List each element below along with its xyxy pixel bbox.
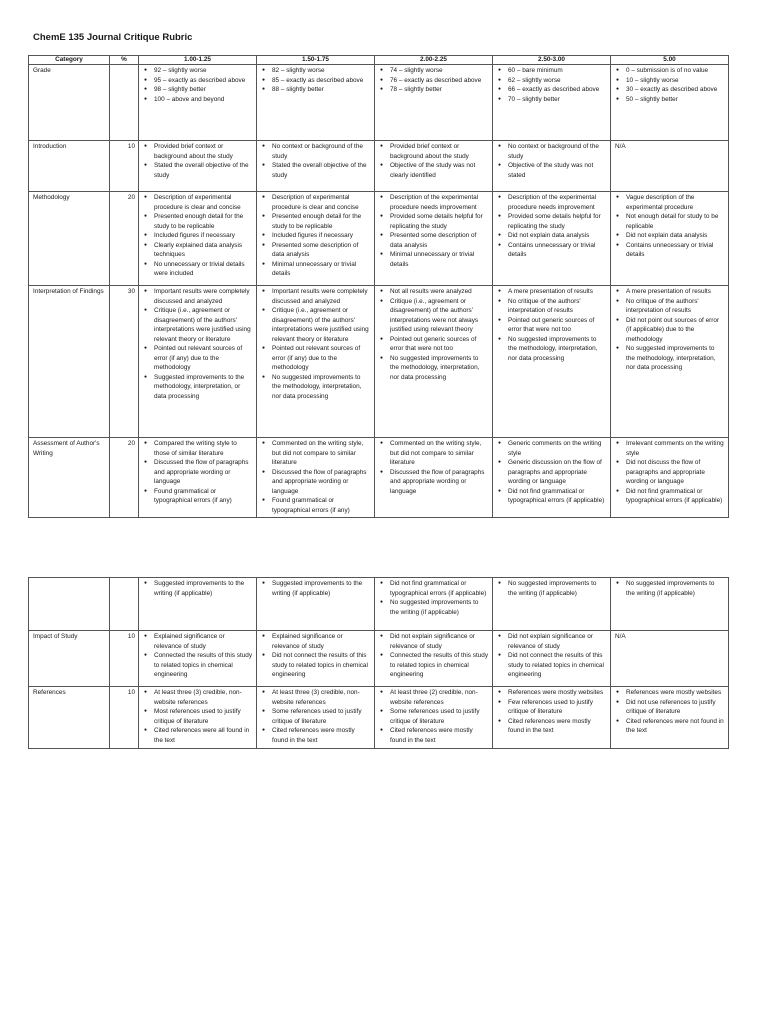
criteria-item: ● 82 – slightly worse: [261, 66, 371, 76]
criteria-item: ● Connected the results of this study to related topics in chemical engineering: [143, 651, 253, 680]
criteria-cell-grade-3: [375, 578, 493, 631]
header-percent: %: [110, 56, 139, 65]
criteria-cell-grade-2: [257, 578, 375, 631]
criteria-item: ● Did not explain significance or relevance of study: [379, 632, 489, 651]
criteria-cell-grade-5: [611, 286, 729, 438]
criteria-item: ● Cited references were mostly found in the text: [379, 726, 489, 745]
criteria-list: [497, 688, 607, 736]
criteria-item: ● Pointed out relevant sources of error (if any) due to the methodology: [143, 344, 253, 373]
criteria-cell-grade-4: [493, 438, 611, 518]
rubric-table-page-2: [28, 577, 729, 749]
criteria-item: ● No suggested improvements to the writing (if applicable): [615, 579, 725, 598]
criteria-list: [143, 287, 253, 401]
criteria-list: [261, 579, 371, 598]
category-cell: Grade: [29, 65, 110, 141]
criteria-item: ● 70 – slightly better: [497, 95, 607, 105]
criteria-item: ● 30 – exactly as described above: [615, 85, 725, 95]
criteria-item: ● 100 – above and beyond: [143, 95, 253, 105]
criteria-cell-grade-5: [611, 65, 729, 141]
percent-cell: 10: [110, 141, 139, 192]
criteria-item: ● Discussed the flow of paragraphs and appropriate wording or language: [379, 468, 489, 497]
criteria-item: ● Contains unnecessary or trivial details: [497, 241, 607, 260]
criteria-item: ● Explained significance or relevance of study: [261, 632, 371, 651]
criteria-item: ● Discussed the flow of paragraphs and appropriate wording or language: [143, 458, 253, 487]
criteria-item: ● A mere presentation of results: [497, 287, 607, 297]
rubric-row-references: [29, 687, 729, 749]
criteria-cell-grade-1: [139, 141, 257, 192]
criteria-item: ● Description of the experimental procedure needs improvement: [497, 193, 607, 212]
criteria-list: [379, 632, 489, 680]
criteria-item: ● Critique (i.e., agreement or disagreement) of the authors' interpretations were justified using relevant theory or literature: [143, 306, 253, 344]
criteria-cell-grade-4: [493, 631, 611, 687]
criteria-item: ● 62 – slightly worse: [497, 76, 607, 86]
criteria-cell-grade-1: [139, 65, 257, 141]
criteria-item: ● Most references used to justify critique of literature: [143, 707, 253, 726]
criteria-item: ● Description of the experimental procedure needs improvement: [379, 193, 489, 212]
percent-cell: 20: [110, 192, 139, 286]
criteria-list: [379, 66, 489, 95]
criteria-item: ● References were mostly websites: [615, 688, 725, 698]
criteria-item: ● Some references used to justify critique of literature: [261, 707, 371, 726]
criteria-item: ● No critique of the authors' interpretation of results: [615, 297, 725, 316]
criteria-list: [615, 66, 725, 104]
criteria-list: [261, 66, 371, 95]
criteria-item: ● Did not find grammatical or typographical errors (if applicable): [615, 487, 725, 506]
criteria-item: ● 74 – slightly worse: [379, 66, 489, 76]
document-title: ChemE 135 Journal Critique Rubric: [33, 32, 193, 43]
rubric-row-methodology: [29, 192, 729, 286]
criteria-item: ● Cited references were not found in the text: [615, 717, 725, 736]
criteria-item: ● 66 – exactly as described above: [497, 85, 607, 95]
percent-cell: 20: [110, 438, 139, 518]
criteria-item: ● Provided some details helpful for replicating the study: [497, 212, 607, 231]
criteria-item: ● 50 – slightly better: [615, 95, 725, 105]
criteria-item: ● Clearly explained data analysis techniques: [143, 241, 253, 260]
rubric-row-continued: [29, 578, 729, 631]
criteria-item: ● Explained significance or relevance of study: [143, 632, 253, 651]
criteria-item: ● Cited references were all found in the text: [143, 726, 253, 745]
criteria-item: ● Not all results were analyzed: [379, 287, 489, 297]
criteria-item: ● Critique (i.e., agreement or disagreement) of the authors' interpretations were not always justified using relevant theory: [379, 297, 489, 335]
criteria-cell-grade-5: [611, 438, 729, 518]
criteria-list: [379, 688, 489, 745]
criteria-list: [615, 688, 725, 736]
criteria-list: [143, 579, 253, 598]
criteria-item: ● No suggested improvements to the methodology, interpretation, nor data processing: [261, 373, 371, 402]
criteria-item: ● Not enough detail for study to be replicable: [615, 212, 725, 231]
criteria-item: ● Objective of the study was not stated: [497, 161, 607, 180]
percent-cell: 10: [110, 687, 139, 749]
criteria-item: ● Did not connect the results of this study to related topics in chemical engineering: [497, 651, 607, 680]
criteria-list: [379, 142, 489, 180]
rubric-row-interpretation-of-findings: [29, 286, 729, 438]
criteria-item: ● References were mostly websites: [497, 688, 607, 698]
criteria-list: [379, 439, 489, 496]
rubric-row-impact-of-study: [29, 631, 729, 687]
criteria-item: ● 60 – bare minimum: [497, 66, 607, 76]
criteria-item: ● Suggested improvements to the writing (if applicable): [143, 579, 253, 598]
criteria-cell-grade-5: [611, 192, 729, 286]
header-grade-1: 1.00-1.25: [139, 56, 257, 65]
criteria-list: [615, 439, 725, 506]
criteria-item: ● Did not find grammatical or typographical errors (if applicable): [497, 487, 607, 506]
percent-cell: 30: [110, 286, 139, 438]
criteria-item: ● Stated the overall objective of the study: [143, 161, 253, 180]
criteria-list: [497, 193, 607, 260]
criteria-item: ● Included figures if necessary: [261, 231, 371, 241]
category-cell: [29, 578, 110, 631]
header-row: [29, 56, 729, 65]
criteria-item: ● 98 – slightly better: [143, 85, 253, 95]
rubric-body-page-2: [29, 578, 729, 749]
criteria-list: [497, 579, 607, 598]
criteria-item: ● Did not explain data analysis: [497, 231, 607, 241]
criteria-item: ● Provided brief context or background about the study: [379, 142, 489, 161]
criteria-item: ● 10 – slightly worse: [615, 76, 725, 86]
criteria-item: ● 92 – slightly worse: [143, 66, 253, 76]
criteria-list: [615, 287, 725, 373]
criteria-list: [497, 66, 607, 104]
criteria-item: ● 76 – exactly as described above: [379, 76, 489, 86]
criteria-item: ● No suggested improvements to the methodology, interpretation, nor data processing: [379, 354, 489, 383]
rubric-row-assessment-of-author-s-writing: [29, 438, 729, 518]
criteria-item: ● 88 – slightly better: [261, 85, 371, 95]
category-cell: Impact of Study: [29, 631, 110, 687]
criteria-item: ● Commented on the writing style, but did not compare to similar literature: [379, 439, 489, 468]
criteria-list: [379, 579, 489, 617]
criteria-cell-grade-2: [257, 631, 375, 687]
criteria-cell-grade-1: [139, 438, 257, 518]
criteria-item: ● No context or background of the study: [497, 142, 607, 161]
criteria-list: [261, 439, 371, 515]
criteria-cell-grade-5: N/A: [611, 631, 729, 687]
header-grade-4: 2.50-3.00: [493, 56, 611, 65]
criteria-list: [379, 287, 489, 382]
criteria-item: ● Presented some description of data analysis: [379, 231, 489, 250]
criteria-item: ● No suggested improvements to the writing (if applicable): [497, 579, 607, 598]
criteria-cell-grade-4: [493, 141, 611, 192]
criteria-item: ● At least three (3) credible, non-website references: [143, 688, 253, 707]
criteria-cell-grade-3: [375, 65, 493, 141]
criteria-list: [379, 193, 489, 269]
criteria-list: [615, 579, 725, 598]
criteria-item: ● Pointed out relevant sources of error (if any) due to the methodology: [261, 344, 371, 373]
criteria-item: ● Important results were completely discussed and analyzed: [143, 287, 253, 306]
criteria-cell-grade-2: [257, 192, 375, 286]
rubric-row-introduction: [29, 141, 729, 192]
criteria-item: ● Description of experimental procedure is clear and concise: [143, 193, 253, 212]
criteria-item: ● Few references used to justify critique of literature: [497, 698, 607, 717]
criteria-item: ● No suggested improvements to the writing (if applicable): [379, 598, 489, 617]
criteria-item: ● No critique of the authors' interpretation of results: [497, 297, 607, 316]
criteria-item: ● Found grammatical or typographical errors (if any): [261, 496, 371, 515]
header-grade-3: 2.00-2.25: [375, 56, 493, 65]
criteria-cell-grade-1: [139, 192, 257, 286]
criteria-item: ● At least three (2) credible, non-website references: [379, 688, 489, 707]
criteria-item: ● 95 – exactly as described above: [143, 76, 253, 86]
criteria-item: ● 0 – submission is of no value: [615, 66, 725, 76]
criteria-item: ● Minimal unnecessary or trivial details: [261, 260, 371, 279]
category-cell: Introduction: [29, 141, 110, 192]
criteria-item: ● 78 – slightly better: [379, 85, 489, 95]
criteria-item: ● Discussed the flow of paragraphs and appropriate wording or language: [261, 468, 371, 497]
criteria-list: [261, 632, 371, 680]
criteria-cell-grade-1: [139, 631, 257, 687]
criteria-item: ● No unnecessary or trivial details were included: [143, 260, 253, 279]
percent-cell: [110, 578, 139, 631]
criteria-list: [143, 66, 253, 104]
criteria-cell-grade-3: [375, 438, 493, 518]
criteria-item: ● Critique (i.e., agreement or disagreement) of the authors' interpretations were justified using relevant theory or literature: [261, 306, 371, 344]
criteria-item: ● Description of experimental procedure is clear and concise: [261, 193, 371, 212]
criteria-list: [615, 193, 725, 260]
criteria-item: ● Some references used to justify critique of literature: [379, 707, 489, 726]
criteria-item: ● No context or background of the study: [261, 142, 371, 161]
criteria-item: ● Presented enough detail for the study to be replicable: [143, 212, 253, 231]
criteria-list: [143, 439, 253, 506]
criteria-list: [261, 287, 371, 401]
criteria-item: ● Did not explain data analysis: [615, 231, 725, 241]
category-cell: Interpretation of Findings: [29, 286, 110, 438]
criteria-list: [497, 439, 607, 506]
criteria-item: ● Provided some details helpful for replicating the study: [379, 212, 489, 231]
criteria-item: ● Compared the writing style to those of similar literature: [143, 439, 253, 458]
criteria-cell-grade-4: [493, 286, 611, 438]
header-grade-5: 5.00: [611, 56, 729, 65]
criteria-cell-grade-5: [611, 578, 729, 631]
criteria-cell-grade-5: [611, 687, 729, 749]
criteria-item: ● A mere presentation of results: [615, 287, 725, 297]
criteria-cell-grade-5: N/A: [611, 141, 729, 192]
criteria-item: ● Generic comments on the writing style: [497, 439, 607, 458]
criteria-list: [261, 142, 371, 180]
criteria-list: [143, 688, 253, 745]
criteria-item: ● 85 – exactly as described above: [261, 76, 371, 86]
criteria-cell-grade-3: [375, 631, 493, 687]
criteria-item: ● Connected the results of this study to related topics in chemical engineering: [379, 651, 489, 680]
criteria-list: [497, 632, 607, 680]
criteria-item: ● Suggested improvements to the writing (if applicable): [261, 579, 371, 598]
rubric-table-page-1: [28, 55, 729, 518]
criteria-item: ● At least three (3) credible, non-website references: [261, 688, 371, 707]
criteria-item: ● Suggested improvements to the methodology, interpretation, or data processing: [143, 373, 253, 402]
criteria-item: ● Did not discuss the flow of paragraphs and appropriate wording or language: [615, 458, 725, 487]
rubric-row-grade: [29, 65, 729, 141]
criteria-cell-grade-2: [257, 438, 375, 518]
category-cell: Assessment of Author's Writing: [29, 438, 110, 518]
criteria-cell-grade-1: [139, 687, 257, 749]
criteria-list: [143, 142, 253, 180]
criteria-item: ● Commented on the writing style, but did not compare to similar literature: [261, 439, 371, 468]
criteria-list: [261, 193, 371, 279]
criteria-item: ● Irrelevant comments on the writing style: [615, 439, 725, 458]
criteria-list: [261, 688, 371, 745]
criteria-list: [497, 287, 607, 363]
criteria-item: ● Vague description of the experimental procedure: [615, 193, 725, 212]
header-category: Category: [29, 56, 110, 65]
criteria-item: ● Provided brief context or background about the study: [143, 142, 253, 161]
criteria-item: ● Did not point out sources of error (if applicable) due to the methodology: [615, 316, 725, 345]
criteria-item: ● Cited references were mostly found in the text: [497, 717, 607, 736]
category-cell: Methodology: [29, 192, 110, 286]
criteria-cell-grade-2: [257, 65, 375, 141]
criteria-item: ● Presented enough detail for the study to be replicable: [261, 212, 371, 231]
criteria-cell-grade-3: [375, 141, 493, 192]
criteria-item: ● Stated the overall objective of the study: [261, 161, 371, 180]
criteria-item: ● Found grammatical or typographical errors (if any): [143, 487, 253, 506]
criteria-item: ● Included figures if necessary: [143, 231, 253, 241]
criteria-item: ● Did not explain significance or relevance of study: [497, 632, 607, 651]
criteria-item: ● Did not find grammatical or typographical errors (if applicable): [379, 579, 489, 598]
criteria-cell-grade-3: [375, 687, 493, 749]
criteria-cell-grade-2: [257, 687, 375, 749]
criteria-list: [143, 193, 253, 279]
percent-cell: 10: [110, 631, 139, 687]
criteria-item: ● No suggested improvements to the methodology, interpretation, nor data processing: [615, 344, 725, 373]
criteria-cell-grade-4: [493, 687, 611, 749]
criteria-item: ● Contains unnecessary or trivial details: [615, 241, 725, 260]
percent-cell: [110, 65, 139, 141]
criteria-cell-grade-4: [493, 578, 611, 631]
criteria-cell-grade-2: [257, 286, 375, 438]
criteria-item: ● Pointed out generic sources of error that were not too: [497, 316, 607, 335]
criteria-item: ● No suggested improvements to the methodology, interpretation, nor data processing: [497, 335, 607, 364]
criteria-item: ● Generic discussion on the flow of paragraphs and appropriate wording or language: [497, 458, 607, 487]
criteria-item: ● Did not use references to justify critique of literature: [615, 698, 725, 717]
header-grade-2: 1.50-1.75: [257, 56, 375, 65]
criteria-list: [143, 632, 253, 680]
criteria-item: ● Did not connect the results of this study to related topics in chemical engineering: [261, 651, 371, 680]
criteria-item: ● Presented some description of data analysis: [261, 241, 371, 260]
criteria-item: ● Minimal unnecessary or trivial details: [379, 250, 489, 269]
rubric-body-page-1: [29, 65, 729, 518]
criteria-cell-grade-3: [375, 286, 493, 438]
criteria-cell-grade-4: [493, 192, 611, 286]
criteria-item: ● Important results were completely discussed and analyzed: [261, 287, 371, 306]
criteria-cell-grade-2: [257, 141, 375, 192]
category-cell: References: [29, 687, 110, 749]
criteria-cell-grade-1: [139, 286, 257, 438]
criteria-cell-grade-1: [139, 578, 257, 631]
criteria-list: [497, 142, 607, 180]
criteria-cell-grade-3: [375, 192, 493, 286]
criteria-item: ● Objective of the study was not clearly identified: [379, 161, 489, 180]
criteria-item: ● Cited references were mostly found in the text: [261, 726, 371, 745]
criteria-item: ● Pointed out generic sources of error that were not too: [379, 335, 489, 354]
criteria-cell-grade-4: [493, 65, 611, 141]
